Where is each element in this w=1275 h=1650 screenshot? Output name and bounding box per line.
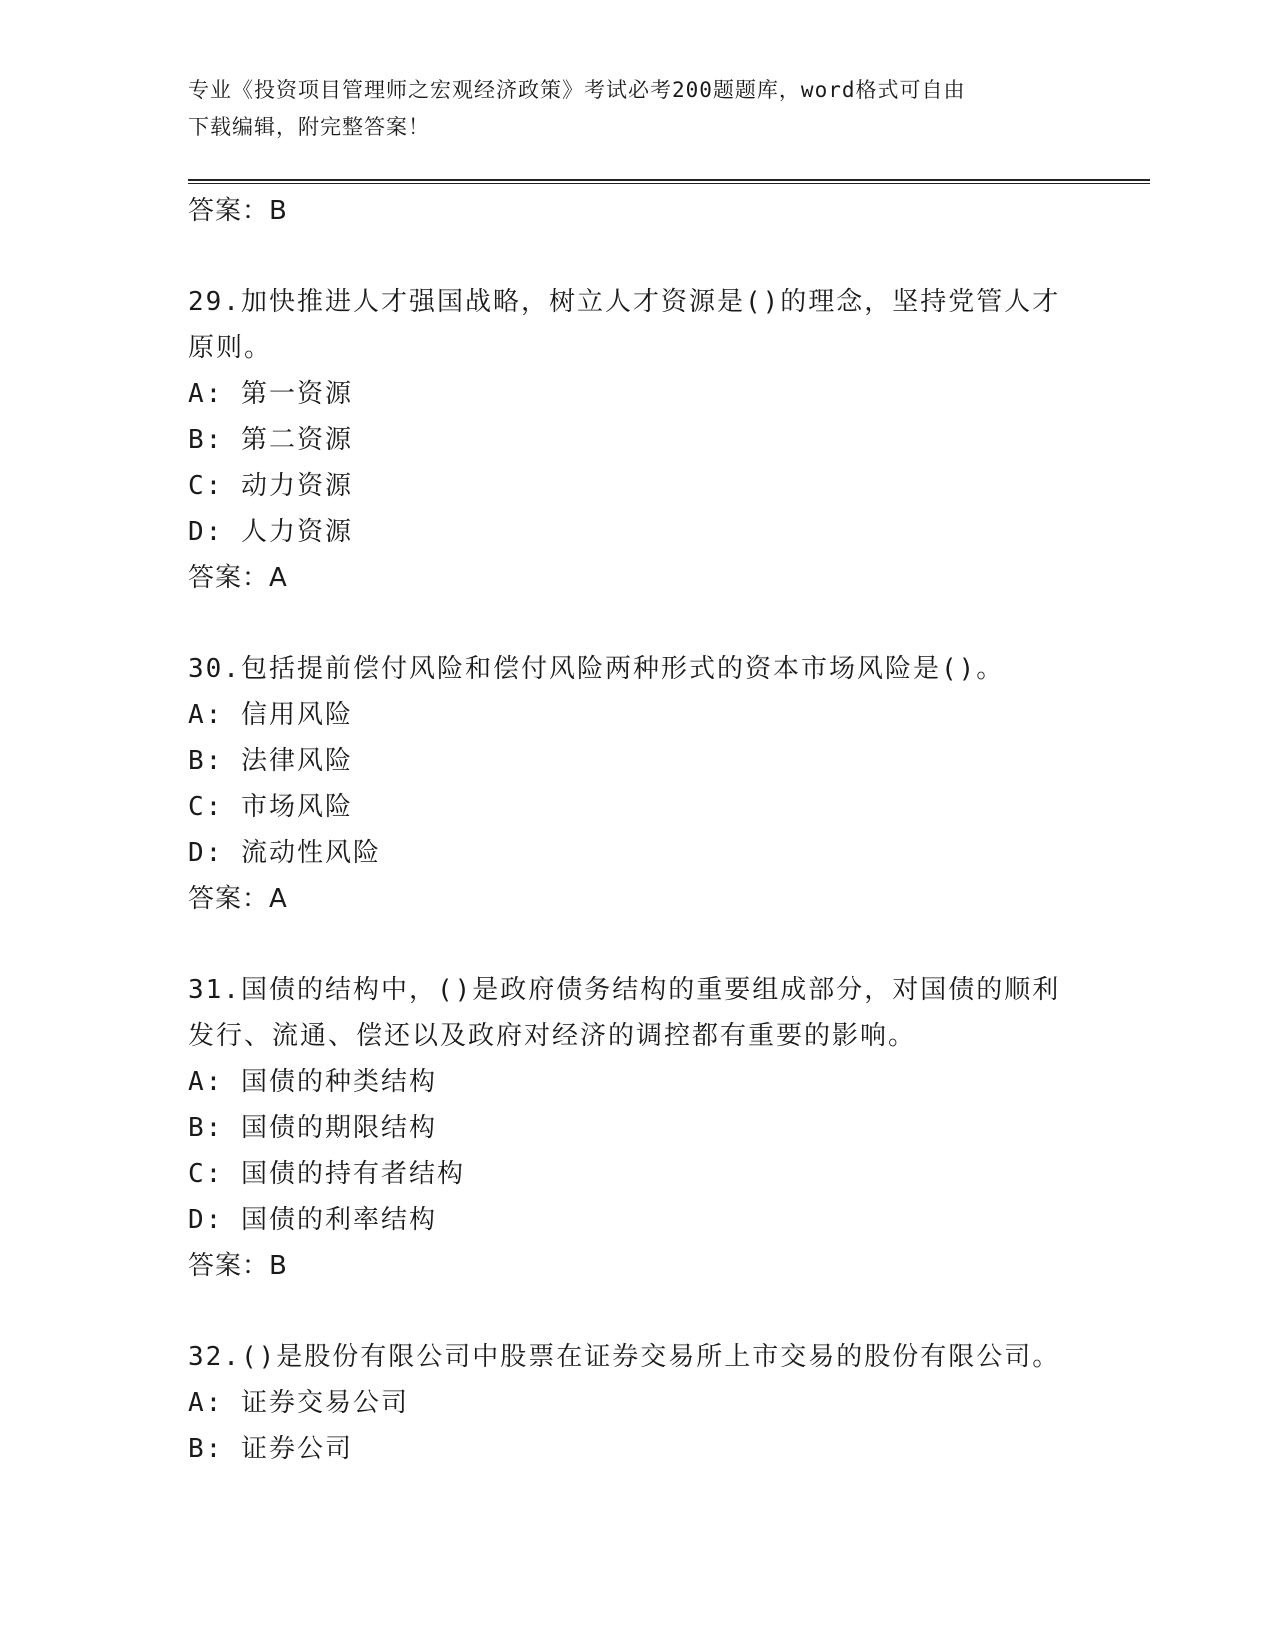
answer-line: 答案：A bbox=[188, 563, 288, 593]
header-divider-thin bbox=[188, 183, 1150, 184]
question-stem: 31.国债的结构中，()是政府债务结构的重要组成部分，对国债的顺利 bbox=[188, 975, 1061, 1005]
question-32 bbox=[188, 1334, 1088, 1472]
document-header bbox=[188, 72, 1068, 146]
option-a: A: 国债的种类结构 bbox=[188, 1067, 437, 1097]
option-d: D: 国债的利率结构 bbox=[188, 1205, 437, 1235]
option-b: B: 证券公司 bbox=[188, 1434, 353, 1464]
question-stem: 29.加快推进人才强国战略，树立人才资源是()的理念，坚持党管人才 bbox=[188, 287, 1061, 317]
option-c: C: 国债的持有者结构 bbox=[188, 1159, 465, 1189]
question-list bbox=[188, 188, 1088, 1472]
question-stem: 32.()是股份有限公司中股票在证券交易所上市交易的股份有限公司。 bbox=[188, 1342, 1061, 1372]
header-line-1: 专业《投资项目管理师之宏观经济政策》考试必考200题题库，word格式可自由 bbox=[188, 78, 966, 102]
option-c: C: 市场风险 bbox=[188, 792, 353, 822]
option-a: A: 信用风险 bbox=[188, 700, 353, 730]
question-29 bbox=[188, 279, 1088, 601]
option-b: B: 国债的期限结构 bbox=[188, 1113, 437, 1143]
answer-line: 答案：B bbox=[188, 1251, 288, 1281]
question-30 bbox=[188, 646, 1088, 922]
header-line-2: 下载编辑，附完整答案！ bbox=[188, 115, 430, 139]
answer-line: 答案：A bbox=[188, 884, 288, 914]
header-divider bbox=[188, 179, 1150, 181]
question-31 bbox=[188, 967, 1088, 1289]
question-stem: 发行、流通、偿还以及政府对经济的调控都有重要的影响。 bbox=[188, 1021, 917, 1051]
option-b: B: 法律风险 bbox=[188, 746, 353, 776]
option-d: D: 流动性风险 bbox=[188, 838, 381, 868]
option-b: B: 第二资源 bbox=[188, 425, 353, 455]
option-a: A: 第一资源 bbox=[188, 379, 353, 409]
question-stem: 30.包括提前偿付风险和偿付风险两种形式的资本市场风险是()。 bbox=[188, 654, 1005, 684]
question-stem: 原则。 bbox=[188, 333, 273, 363]
option-a: A: 证券交易公司 bbox=[188, 1388, 409, 1418]
answer-line: 答案：B bbox=[188, 196, 288, 226]
option-d: D: 人力资源 bbox=[188, 517, 353, 547]
option-c: C: 动力资源 bbox=[188, 471, 353, 501]
